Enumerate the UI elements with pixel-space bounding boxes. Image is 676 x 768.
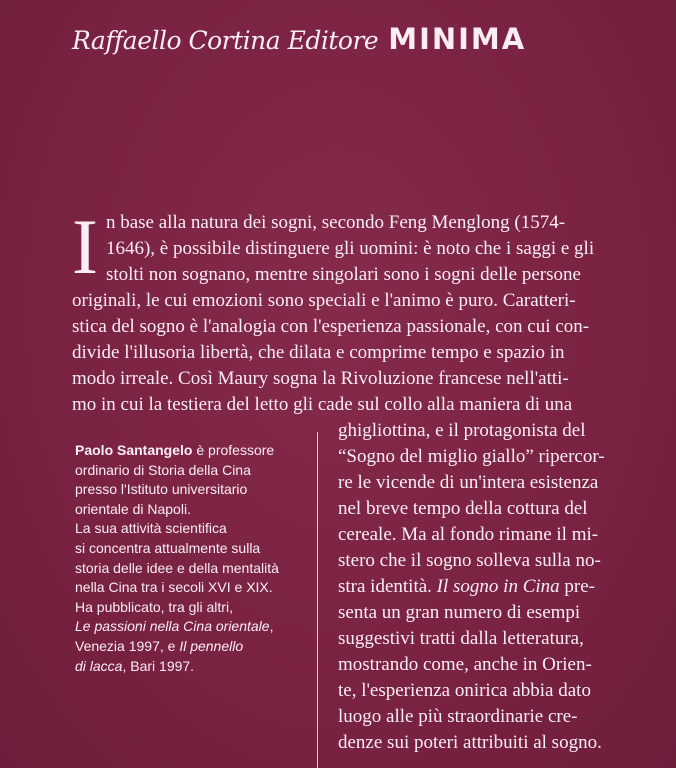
column-divider — [317, 432, 318, 768]
bio-text: , Bari 1997. — [122, 657, 195, 674]
blurb-line: cereale. Ma al fondo rimane il mi- — [338, 524, 599, 545]
publisher-name: Raffaello Cortina Editore — [72, 26, 379, 55]
series-name: MINIMA — [388, 22, 527, 56]
work-title: Il pennello — [179, 637, 244, 654]
blurb-line: luogo alle più straordinarie cre- — [338, 706, 578, 727]
blurb-line: “Sogno del miglio giallo” ripercor- — [338, 446, 605, 467]
bio-line — [75, 637, 315, 657]
bio-line: La sua attività scientifica — [75, 520, 227, 537]
header — [72, 22, 526, 56]
blurb-line: nel breve tempo della cottura del — [338, 498, 588, 519]
bio-line: storia delle idee e della mentalità — [75, 559, 279, 576]
bio-line: orientale di Napoli. — [75, 500, 191, 517]
blurb-line-title — [338, 574, 664, 600]
blurb-line: modo irreale. Così Maury sogna la Rivoluzione francese nell'atti- — [72, 368, 569, 389]
blurb-line: stero che il sogno solleva sulla no- — [338, 550, 601, 571]
blurb-line: originali, le cui emozioni sono speciali e l'animo è puro. Caratteri- — [72, 290, 576, 311]
bio-text: è professore — [192, 442, 275, 458]
drop-cap: I — [72, 203, 98, 290]
bio-line: ordinario di Storia della Cina — [75, 461, 251, 478]
bio-line — [75, 657, 315, 677]
blurb-line: n base alla natura dei sogni, secondo Feng Menglong (1574- — [105, 212, 566, 233]
blurb-line: re le vicende di un'intera esistenza — [338, 472, 599, 493]
bio-line — [75, 441, 315, 461]
blurb-column — [338, 418, 664, 756]
work-title: di lacca — [75, 657, 123, 674]
blurb-line: ghigliottina, e il protagonista del — [338, 420, 586, 441]
bio-line: Ha pubblicato, tra gli altri, — [75, 598, 233, 615]
bio-text: Venezia 1997, e — [75, 637, 180, 654]
blurb-text — [72, 203, 664, 418]
blurb-line: stica del sogno è l'analogia con l'esperienza passionale, con cui con- — [72, 316, 590, 337]
bio-line: presso l'Istituto universitario — [75, 481, 248, 498]
bio-text: , — [269, 618, 274, 635]
author-name: Paolo Santangelo — [75, 442, 193, 458]
work-title: Le passioni nella Cina orientale — [75, 618, 270, 635]
blurb-line: divide l'illusoria libertà, che dilata e comprime tempo e spazio in — [72, 342, 565, 363]
blurb-line: te, l'esperienza onirica abbia dato — [338, 680, 591, 701]
book-title: Il sogno in Cina — [436, 576, 560, 597]
text-after-title: pre- — [559, 576, 595, 597]
blurb-line: senta un gran numero di esempi — [338, 602, 581, 623]
bio-line: si concentra attualmente sulla — [75, 539, 261, 556]
bio-line — [75, 617, 315, 637]
blurb-line: mostrando come, anche in Orien- — [338, 654, 592, 675]
author-bio — [75, 441, 315, 676]
bio-line: nella Cina tra i secoli XVI e XIX. — [75, 579, 273, 596]
blurb-line: suggestivi tratti dalla letteratura, — [338, 628, 584, 649]
blurb-line: 1646), è possibile distinguere gli uomini: è noto che i saggi e gli — [105, 238, 595, 259]
blurb-line: denze sui poteri attribuiti al sogno. — [338, 732, 602, 753]
blurb-line: stolti non sognano, mentre singolari sono i sogni delle persone — [105, 264, 581, 285]
text-before-title: stra identità. — [338, 576, 437, 597]
blurb-line: mo in cui la testiera del letto gli cade sul collo alla maniera di una — [72, 394, 573, 415]
